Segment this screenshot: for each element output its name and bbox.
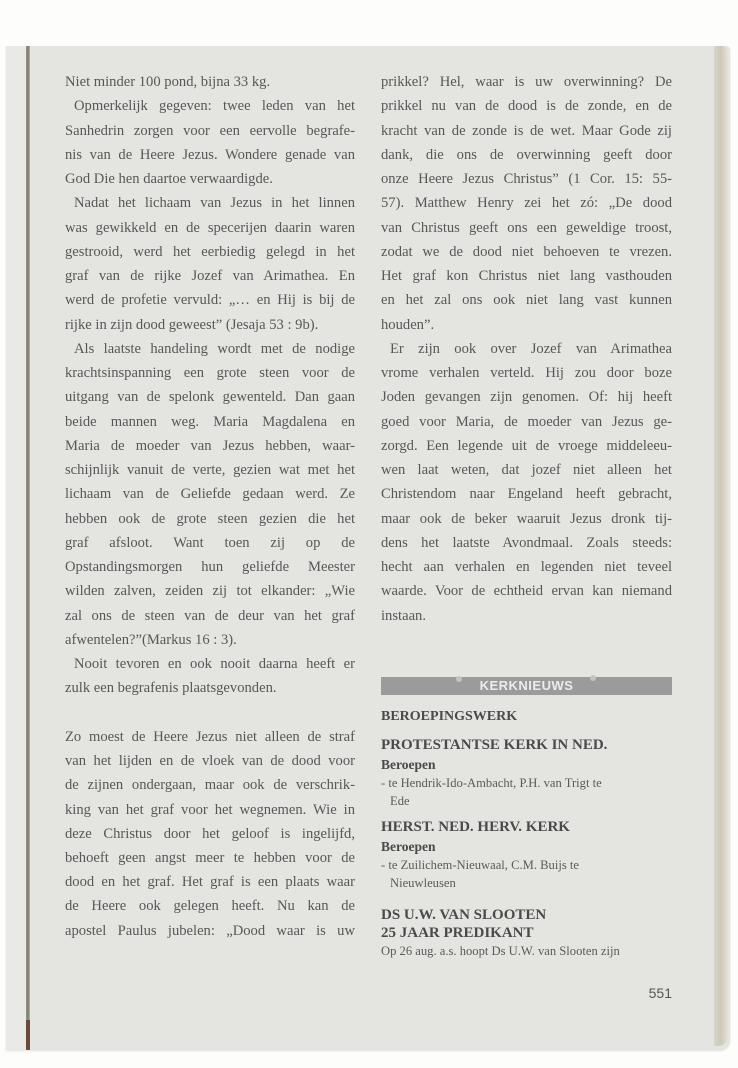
text-line: 57). Matthew Henry zei het zó: „De dood (381, 195, 672, 212)
text-line: wen laat weten, dat jozef niet alleen het (381, 462, 672, 478)
text-line: God Die hen daartoe verwaardigde. (65, 171, 273, 187)
text-line: graf afsloot. Want toen zij op de (65, 534, 355, 551)
section-heading: BEROEPINGSWERK (381, 709, 518, 724)
text-line: krachtsinspanning een grote steen voor de (65, 365, 355, 381)
banner-dot (456, 676, 462, 682)
text-line: lichaam van de Geliefde gedaan werd. Ze (65, 486, 355, 503)
text-line: nis van de Heere Jezus. Wondere genade van (65, 146, 355, 163)
text-line: deze Christus door het geloof is ingelijfd, (65, 825, 355, 842)
text-line: Sanhedrin zorgen voor een eervolle begrafe- (65, 122, 355, 139)
book-spine (26, 46, 30, 1050)
text-line: Opmerkelijk gegeven: twee leden van het (74, 98, 355, 115)
church-subheading: Beroepen (381, 839, 436, 854)
text-line: Als laatste handeling wordt met de nodige (74, 340, 355, 357)
text-line: was gewikkeld en de specerijen daarin waren (65, 219, 355, 236)
text-line: gestrooid, werd het eerbiedig gelegd in het (65, 243, 355, 260)
church-heading: PROTESTANTSE KERK IN NED. (381, 737, 608, 753)
text-line: apostel Paulus jubelen: „Dood waar is uw (65, 922, 355, 939)
call-item-cont: Ede (390, 794, 410, 808)
page-number: 551 (648, 985, 672, 1001)
call-item: - te Hendrik-Ido-Ambacht, P.H. van Trigt te (381, 776, 602, 790)
text-line: Niet minder 100 pond, bijna 33 kg. (65, 74, 271, 90)
text-line: dens het laatste Avondmaal. Zoals steeds: (381, 534, 672, 551)
text-line: de zijnen ondergaan, maar ook de verschrik- (65, 777, 355, 794)
text-line: kracht van de zonde is de wet. Maar Gode zij (381, 122, 672, 139)
jubilee-text: Op 26 aug. a.s. hoopt Ds U.W. van Slooten zijn (381, 944, 620, 958)
text-line: zulk een begrafenis plaatsgevonden. (65, 680, 277, 697)
jubilee-heading-2: 25 JAAR PREDIKANT (381, 925, 534, 941)
text-line: uitgang van de spelonk gewenteld. Dan gaan (65, 389, 355, 406)
text-line: Christendom naar Engeland heeft gebracht, (381, 486, 672, 503)
text-line: waarde. Voor de echtheid ervan kan niemand (381, 583, 672, 600)
text-line: maar ook de beker waaruit Jezus dronk tij- (381, 510, 672, 527)
text-line: Nooit tevoren en ook nooit daarna heeft er (74, 656, 355, 672)
page-gutter (6, 46, 26, 1050)
text-line: werd de profetie vervuld: „… en Hij is bij de (65, 292, 355, 309)
kerknieuws-banner (381, 677, 672, 695)
text-line: beide mannen weg. Maria Magdalena en (65, 413, 355, 430)
text-line: Joden gevangen zijn genomen. Of: hij heeft (381, 389, 672, 406)
church-heading: HERST. NED. HERV. KERK (381, 819, 570, 835)
text-line: vrome verhalen verteld. Hij zou door boze (381, 365, 672, 381)
text-line: zodat we de dood niet behoeven te vrezen. (381, 243, 672, 260)
text-line: Maria de moeder van Jezus hebben, waar- (65, 437, 355, 454)
text-line: dood en het graf. Het graf is een plaats waar (65, 874, 355, 891)
text-line: zorgd. Een legende uit de vroege middeleeu- (381, 437, 672, 454)
text-line: de Heere ook gelegen heeft. Nu kan de (65, 898, 355, 915)
text-line: rijke in zijn dood geweest” (Jesaja 53 : 9b). (65, 316, 319, 333)
page-edge (714, 46, 728, 1046)
text-line: en het zal ons ook niet lang vast kunnen (381, 292, 672, 309)
text-line: goed voor Maria, de moeder van Jezus ge- (381, 413, 672, 430)
text-line: Opstandingsmorgen hun geliefde Meester (65, 559, 355, 575)
jubilee-heading: DS U.W. VAN SLOOTEN (381, 907, 547, 923)
book-spine-bottom (26, 1020, 30, 1050)
text-line: Zo moest de Heere Jezus niet alleen de straf (65, 729, 355, 745)
banner-dot (590, 675, 596, 681)
text-line: Nadat het lichaam van Jezus in het linnen (74, 195, 355, 212)
text-line: van Christus geeft ons een geweldige troost, (381, 219, 672, 236)
text-line: Het graf kon Christus niet lang vasthouden (381, 268, 672, 284)
call-item: - te Zuilichem-Nieuwaal, C.M. Buijs te (381, 858, 579, 872)
text-line: instaan. (381, 607, 426, 624)
text-line: van het lijden en de vloek van de dood voor (65, 753, 355, 770)
text-line: behoeft geen angst meer te hebben voor de (65, 850, 355, 866)
text-line: houden”. (381, 316, 435, 333)
text-line: Er zijn ook over Jozef van Arimathea (390, 340, 672, 357)
text-line: prikkel nu van de dood is de zonde, en de (381, 98, 672, 115)
text-line: dank, die ons de overwinning geeft door (381, 146, 672, 163)
text-line: afwentelen?”(Markus 16 : 3). (65, 631, 237, 648)
call-item-cont: Nieuwleusen (390, 876, 456, 890)
text-line: prikkel? Hel, waar is uw overwinning? De (381, 74, 672, 90)
text-line: onze Heere Jezus Christus” (1 Cor. 15: 55- (381, 171, 672, 187)
banner-label: KERKNIEUWS (479, 678, 574, 693)
text-line: zal ons de steen van de deur van het graf (65, 607, 355, 624)
text-line: wilden zalven, zeiden zij tot elkander: „Wie (65, 583, 355, 600)
text-line: schijnlijk vanuit de verte, gezien wat met het (65, 462, 355, 478)
text-line: hecht aan verhalen en legenden niet teveel (381, 559, 672, 575)
text-line: hebben ook de grote steen gezien die het (65, 510, 355, 527)
text-line: graf van de rijke Jozef van Arimathea. En (65, 268, 355, 284)
text-line: king van het graf voor het wegnemen. Wie in (65, 801, 355, 818)
church-subheading: Beroepen (381, 757, 436, 772)
